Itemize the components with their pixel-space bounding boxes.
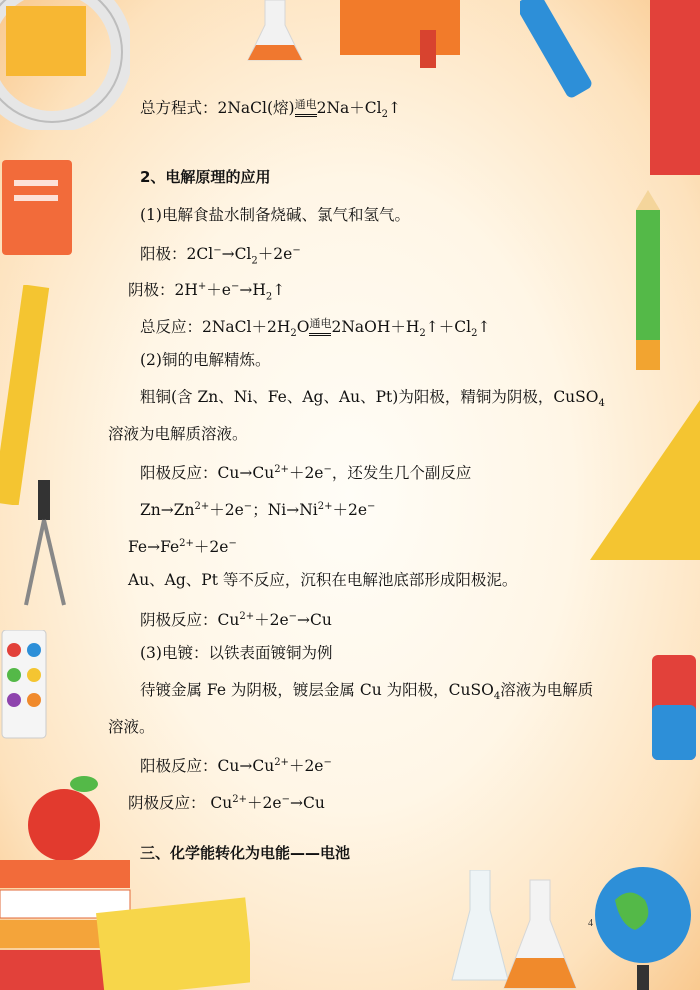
plating-paragraph-line-1: 待镀金属 Fe 为阴极，镀层金属 Cu 为阳极，CuSO$_4$溶液为电解质 bbox=[140, 681, 594, 703]
refining-paragraph-line-1: 粗铜(含 Zn、Ni、Fe、Ag、Au、Pt)为阳极，精铜为阴极，CuSO$_4$ bbox=[140, 388, 605, 410]
left-compass bbox=[20, 480, 70, 610]
top-left-ruler bbox=[0, 285, 50, 505]
plating-anode-reaction: 阳极反应：$Cu\to Cu^{2+}+2e^-$ bbox=[140, 757, 332, 776]
side-reaction-fe: $Fe\to Fe^{2+}+2e^-$ bbox=[128, 538, 237, 557]
top-left-protractor bbox=[0, 0, 130, 130]
bottom-left-apple bbox=[22, 770, 112, 865]
section-2-title: 2、电解原理的应用 bbox=[140, 168, 271, 186]
top-right-book bbox=[630, 0, 700, 180]
bottom-right-globe bbox=[585, 860, 700, 990]
refining-cathode-reaction: 阴极反应：$Cu^{2+}+2e^-\to Cu$ bbox=[140, 611, 332, 630]
noble-metals-line: Au、Ag、Pt 等不反应，沉积在电解池底部形成阳极泥。 bbox=[128, 571, 518, 589]
top-left-notebook bbox=[0, 150, 80, 260]
plating-cathode-reaction: 阴极反应： $Cu^{2+}+2e^-\to Cu$ bbox=[128, 794, 325, 813]
item-2-title: (2)铜的电解精炼。 bbox=[140, 351, 271, 369]
page-number: 4 bbox=[588, 918, 593, 929]
plating-paragraph-line-2: 溶液。 bbox=[108, 718, 155, 736]
section-3-title: 三、化学能转化为电能——电池 bbox=[140, 844, 351, 862]
total-equation-sodium: 总方程式：2NaCl(熔)通电$2Na+Cl_2↑$ bbox=[140, 95, 401, 125]
item-1-title: (1)电解食盐水制备烧碱、氯气和氢气。 bbox=[140, 206, 410, 224]
top-right-marker bbox=[520, 0, 600, 100]
refining-anode-reaction: 阳极反应：$Cu\to Cu^{2+}+2e^-$，还发生几个副反应 bbox=[140, 464, 472, 483]
left-paint-palette bbox=[0, 630, 50, 740]
item-3-title: (3)电镀：以铁表面镀铜为例 bbox=[140, 644, 333, 662]
right-eraser bbox=[648, 655, 700, 765]
top-center-flask bbox=[240, 0, 310, 70]
side-reactions-zn-ni: $Zn\to Zn^{2+}+2e^-$；$Ni\to Ni^{2+}+2e^-$ bbox=[140, 501, 376, 520]
refining-paragraph-line-2: 溶液为电解质溶液。 bbox=[108, 425, 248, 443]
bottom-flasks bbox=[450, 870, 580, 990]
bottom-left-books bbox=[0, 855, 250, 990]
top-center-book bbox=[340, 0, 460, 70]
total-reaction-brine: 总反应：$2NaCl+2H_2O$通电$2NaOH+H_2↑+Cl_2↑$ bbox=[140, 314, 490, 344]
cathode-equation: 阴极：$2H^++e^-\to H_2↑$ bbox=[128, 281, 286, 303]
anode-equation: 阳极：$2Cl^-\to Cl_2+2e^-$ bbox=[140, 245, 301, 267]
right-pencil-green bbox=[622, 190, 682, 390]
right-triangle-ruler bbox=[590, 400, 700, 560]
